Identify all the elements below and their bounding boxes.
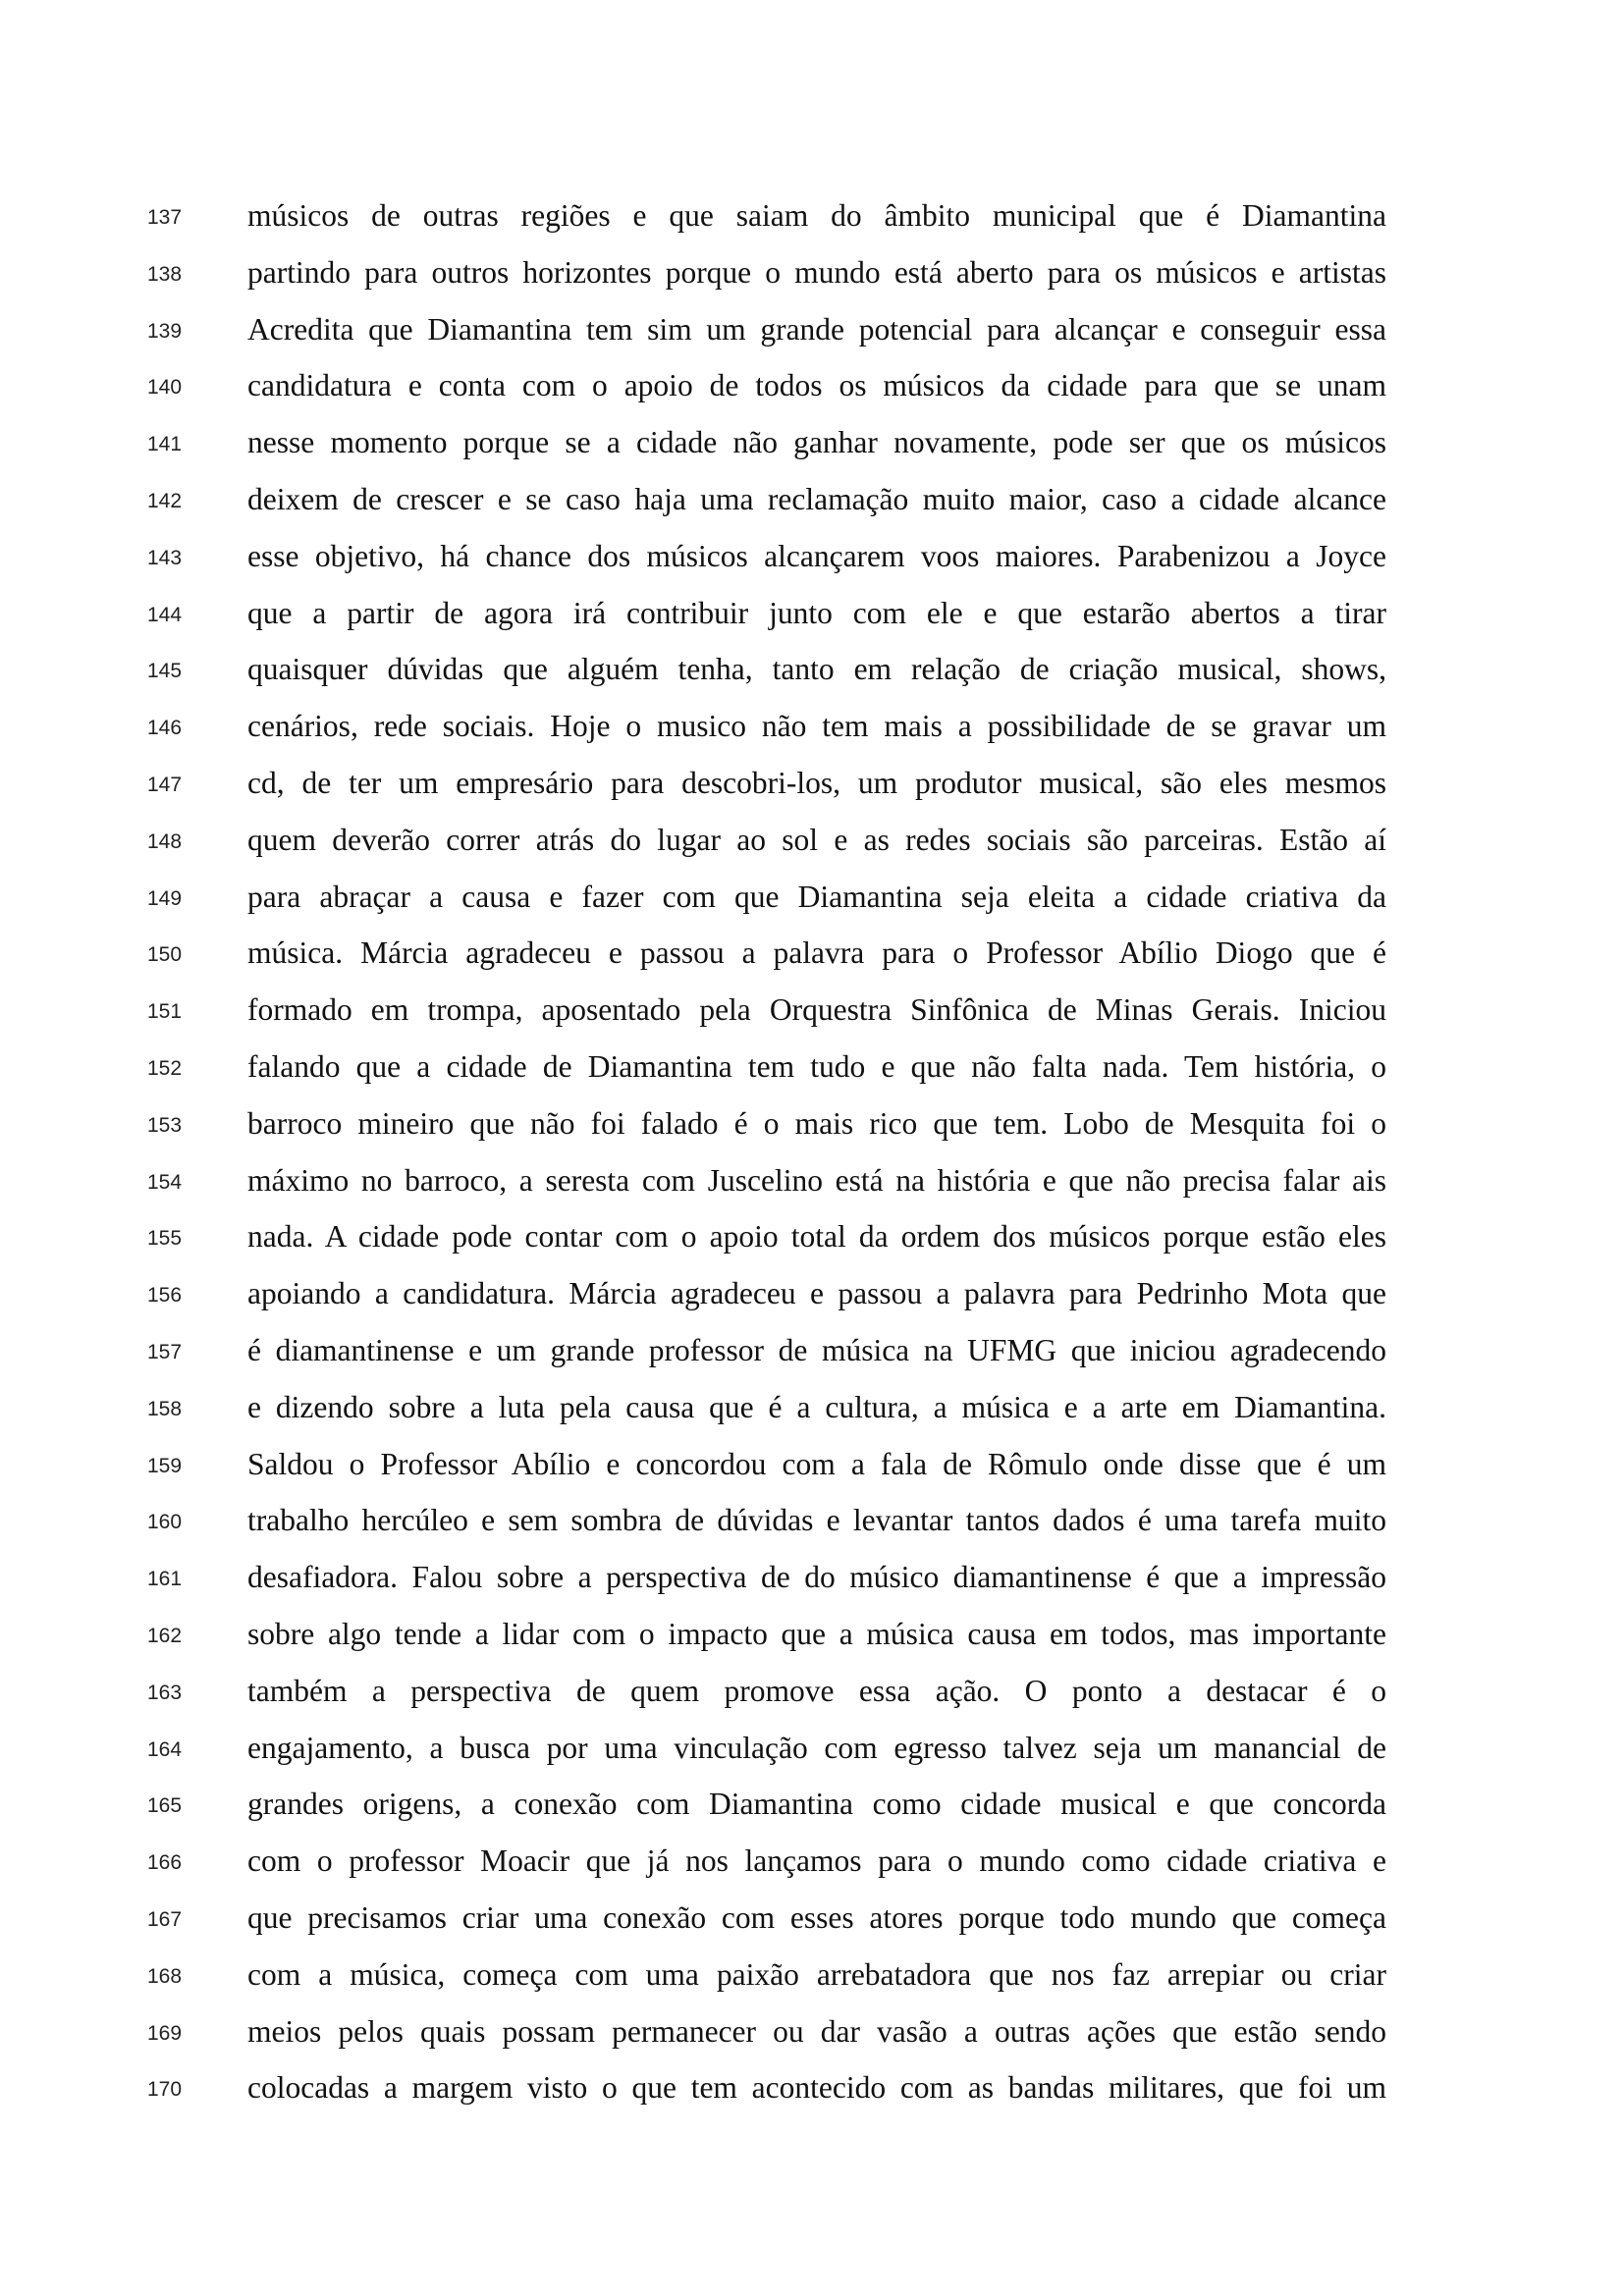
line-text: com o professor Moacir que já nos lançamos para o mundo como cidade criativa e	[247, 1843, 1386, 1879]
line-text: nada. A cidade pode contar com o apoio total da ordem dos músicos porque estão eles	[247, 1219, 1386, 1255]
text-line	[0, 537, 1624, 594]
line-number: 160	[147, 1511, 183, 1534]
line-number: 158	[147, 1397, 183, 1420]
line-text: partindo para outros horizontes porque o mundo está aberto para os músicos e artistas	[247, 254, 1386, 290]
text-line	[0, 1388, 1624, 1445]
line-text: nesse momento porque se a cidade não ganhar novamente, pode ser que os músicos	[247, 425, 1386, 460]
line-number: 169	[147, 2021, 183, 2045]
line-number: 145	[147, 660, 183, 683]
text-line	[0, 650, 1624, 707]
text-line	[0, 2012, 1624, 2069]
line-text: quem deverão correr atrás do lugar ao sol e as redes sociais são parceiras. Estão aí	[247, 822, 1386, 857]
line-text: para abraçar a causa e fazer com que Diamantina seja eleita a cidade criativa da	[247, 879, 1386, 914]
line-text: Acredita que Diamantina tem sim um grande potencial para alcançar e conseguir essa	[247, 311, 1386, 347]
line-text: que precisamos criar uma conexão com esses atores porque todo mundo que começa	[247, 1899, 1386, 1935]
text-line	[0, 1501, 1624, 1558]
line-text: músicos de outras regiões e que saiam do âmbito municipal que é Diamantina	[247, 198, 1386, 233]
line-number: 168	[147, 1964, 183, 1988]
line-text: também a perspectiva de quem promove essa ação. O ponto a destacar é o	[247, 1673, 1386, 1708]
line-text: barroco mineiro que não foi falado é o mais rico que tem. Lobo de Mesquita foi o	[247, 1105, 1386, 1141]
line-text: grandes origens, a conexão com Diamantina como cidade musical e que concorda	[247, 1787, 1386, 1822]
text-line	[0, 878, 1624, 934]
line-number: 138	[147, 262, 183, 286]
line-text: engajamento, a busca por uma vinculação com egresso talvez seja um manancial de	[247, 1730, 1386, 1765]
text-line	[0, 1104, 1624, 1161]
line-number: 162	[147, 1624, 183, 1647]
line-text: cenários, rede sociais. Hoje o musico não tem mais a possibilidade de se gravar um	[247, 709, 1386, 744]
line-text: com a música, começa com uma paixão arrebatadora que nos faz arrepiar ou criar	[247, 1956, 1386, 1992]
line-text: sobre algo tende a lidar com o impacto que a música causa em todos, mas importante	[247, 1616, 1386, 1651]
text-line	[0, 934, 1624, 990]
text-line	[0, 594, 1624, 651]
text-line	[0, 310, 1624, 367]
text-line	[0, 1331, 1624, 1388]
text-line	[0, 196, 1624, 253]
line-number: 148	[147, 829, 183, 853]
text-line	[0, 1445, 1624, 1502]
line-number: 140	[147, 376, 183, 400]
text-line	[0, 1898, 1624, 1955]
line-number: 147	[147, 773, 183, 796]
line-text: desafiadora. Falou sobre a perspectiva de do músico diamantinense é que a impressão	[247, 1560, 1386, 1595]
line-text: trabalho hercúleo e sem sombra de dúvidas e levantar tantos dados é uma tarefa muito	[247, 1503, 1386, 1538]
line-number: 156	[147, 1284, 183, 1308]
line-text: máximo no barroco, a seresta com Juscelino está na história e que não precisa falar ais	[247, 1162, 1386, 1198]
line-number: 161	[147, 1568, 183, 1591]
line-number: 142	[147, 489, 183, 512]
text-line	[0, 1842, 1624, 1898]
line-text: é diamantinense e um grande professor de música na UFMG que iniciou agradecendo	[247, 1332, 1386, 1367]
line-number: 170	[147, 2078, 183, 2102]
line-text: colocadas a margem visto o que tem acontecido com as bandas militares, que foi um	[247, 2070, 1386, 2106]
text-line	[0, 990, 1624, 1047]
line-text: Saldou o Professor Abílio e concordou com a fala de Rômulo onde disse que é um	[247, 1446, 1386, 1481]
text-line	[0, 1274, 1624, 1331]
line-number: 165	[147, 1794, 183, 1818]
text-line	[0, 1217, 1624, 1274]
text-line	[0, 764, 1624, 821]
text-line	[0, 1672, 1624, 1729]
text-line	[0, 1955, 1624, 2012]
line-number: 149	[147, 886, 183, 910]
text-line	[0, 707, 1624, 764]
line-text: candidatura e conta com o apoio de todos os músicos da cidade para que se unam	[247, 368, 1386, 403]
line-number: 155	[147, 1227, 183, 1251]
text-line	[0, 423, 1624, 480]
text-line	[0, 1729, 1624, 1786]
line-text: falando que a cidade de Diamantina tem tudo e que não falta nada. Tem história, o	[247, 1048, 1386, 1084]
line-number: 137	[147, 206, 183, 229]
line-text: apoiando a candidatura. Márcia agradeceu e passou a palavra para Pedrinho Mota que	[247, 1276, 1386, 1311]
text-line	[0, 253, 1624, 310]
line-text: que a partir de agora irá contribuir junto com ele e que estarão abertos a tirar	[247, 595, 1386, 630]
line-number: 154	[147, 1170, 183, 1194]
line-number: 141	[147, 433, 183, 456]
line-text: meios pelos quais possam permanecer ou dar vasão a outras ações que estão sendo	[247, 2013, 1386, 2049]
line-text: cd, de ter um empresário para descobri-los, um produtor musical, são eles mesmos	[247, 765, 1386, 800]
line-text: música. Márcia agradeceu e passou a palavra para o Professor Abílio Diogo que é	[247, 935, 1386, 971]
text-line	[0, 1161, 1624, 1218]
line-number: 151	[147, 1000, 183, 1024]
line-number: 153	[147, 1113, 183, 1137]
text-line	[0, 366, 1624, 423]
line-number: 144	[147, 603, 183, 626]
line-number: 139	[147, 319, 183, 343]
line-number: 157	[147, 1340, 183, 1363]
text-line	[0, 1785, 1624, 1842]
line-text: formado em trompa, aposentado pela Orquestra Sinfônica de Minas Gerais. Iniciou	[247, 992, 1386, 1028]
line-number: 159	[147, 1454, 183, 1477]
line-number: 166	[147, 1851, 183, 1875]
text-line	[0, 2068, 1624, 2125]
line-number: 163	[147, 1681, 183, 1704]
text-line	[0, 1047, 1624, 1104]
text-line	[0, 480, 1624, 537]
line-number: 164	[147, 1737, 183, 1761]
text-line	[0, 821, 1624, 878]
line-number: 167	[147, 1907, 183, 1931]
text-line	[0, 1615, 1624, 1672]
line-text: e dizendo sobre a luta pela causa que é a cultura, a música e a arte em Diamantina.	[247, 1389, 1386, 1424]
text-line	[0, 1558, 1624, 1615]
line-number: 146	[147, 717, 183, 740]
line-text: deixem de crescer e se caso haja uma reclamação muito maior, caso a cidade alcance	[247, 481, 1386, 516]
numbered-text-lines	[0, 196, 1624, 2125]
line-text: esse objetivo, há chance dos músicos alcançarem voos maiores. Parabenizou a Joyce	[247, 538, 1386, 573]
line-text: quaisquer dúvidas que alguém tenha, tanto em relação de criação musical, shows,	[247, 652, 1386, 687]
line-number: 150	[147, 943, 183, 967]
line-number: 152	[147, 1056, 183, 1080]
line-number: 143	[147, 546, 183, 569]
